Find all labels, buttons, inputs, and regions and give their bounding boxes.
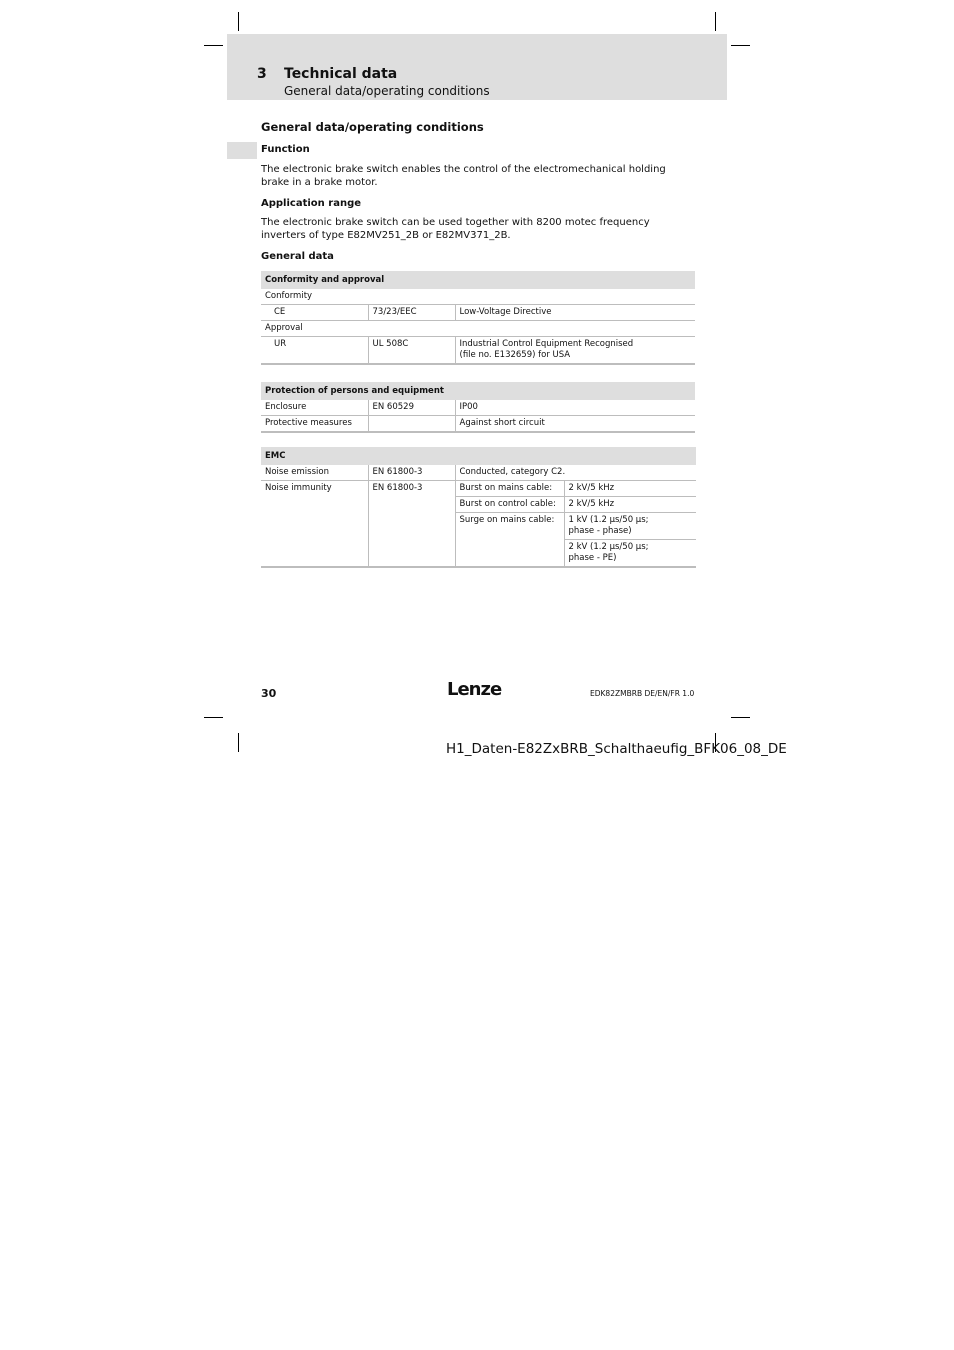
application-range-heading: Application range xyxy=(261,198,362,209)
protection-table-title: Protection of persons and equipment xyxy=(261,382,695,400)
crop-mark-top-left-v xyxy=(238,12,239,31)
table-row xyxy=(261,337,695,365)
table-row xyxy=(261,321,695,337)
crop-mark-top-left-h xyxy=(204,45,223,46)
conformity-label: Conformity xyxy=(261,289,695,305)
ce-standard-cell: 73/23/EEC xyxy=(368,305,455,321)
enclosure-value: IP00 xyxy=(455,400,695,416)
ce-mark-cell: CE xyxy=(261,305,368,321)
table-row xyxy=(261,400,695,416)
burst-control-label: Burst on control cable: xyxy=(455,497,564,513)
chapter-title: Technical data xyxy=(284,66,398,82)
document-code: EDK82ZMBRB DE/EN/FR 1.0 xyxy=(590,689,695,698)
enclosure-label: Enclosure xyxy=(261,400,368,416)
surge-value-1-line-1: 1 kV (1.2 µs/50 µs; xyxy=(568,515,649,525)
enclosure-standard: EN 60529 xyxy=(368,400,455,416)
table-row xyxy=(261,481,696,497)
side-tab-marker xyxy=(227,142,257,159)
section-title: General data/operating conditions xyxy=(261,120,484,134)
surge-value-2-line-1: 2 kV (1.2 µs/50 µs; xyxy=(568,542,649,552)
surge-value-2 xyxy=(564,540,696,568)
protective-measures-value: Against short circuit xyxy=(455,416,695,433)
chapter-subtitle: General data/operating conditions xyxy=(284,84,490,98)
table-row xyxy=(261,305,695,321)
table-row xyxy=(261,289,695,305)
burst-mains-label: Burst on mains cable: xyxy=(455,481,564,497)
noise-immunity-label: Noise immunity xyxy=(261,481,368,568)
crop-mark-bottom-right-h xyxy=(731,717,750,718)
application-range-text: The electronic brake switch can be used together with 8200 motec frequency inverters of type E82MV251_2B or E82MV371_2B. xyxy=(261,217,650,241)
noise-emission-label: Noise emission xyxy=(261,465,368,481)
general-data-heading: General data xyxy=(261,251,334,262)
lenze-logo: Lenze xyxy=(447,679,502,700)
noise-emission-value: Conducted, category C2. xyxy=(455,465,696,481)
emc-table-title: EMC xyxy=(261,447,696,465)
noise-emission-standard: EN 61800-3 xyxy=(368,465,455,481)
crop-mark-top-right-v xyxy=(715,12,716,31)
surge-value-1 xyxy=(564,513,696,540)
function-text: The electronic brake switch enables the control of the electromechanical holding brake in a brake motor. xyxy=(261,164,666,188)
page-number: 30 xyxy=(261,687,277,700)
conformity-table-title: Conformity and approval xyxy=(261,271,695,289)
approval-label: Approval xyxy=(261,321,695,337)
burst-control-value: 2 kV/5 kHz xyxy=(564,497,696,513)
crop-mark-bottom-left-h xyxy=(204,717,223,718)
surge-mains-label: Surge on mains cable: xyxy=(455,513,564,568)
noise-immunity-standard: EN 61800-3 xyxy=(368,481,455,568)
chapter-number: 3 xyxy=(257,66,267,82)
ur-description-line-2: (file no. E132659) for USA xyxy=(459,350,571,360)
crop-mark-bottom-left-v xyxy=(238,733,239,752)
table-header-row xyxy=(261,447,696,465)
ur-standard-cell: UL 508C xyxy=(368,337,455,365)
table-row xyxy=(261,465,696,481)
emc-table xyxy=(261,447,696,568)
protective-measures-label: Protective measures xyxy=(261,416,368,433)
surge-value-2-line-2: phase - PE) xyxy=(568,553,617,563)
table-header-row xyxy=(261,382,695,400)
ce-description-cell: Low-Voltage Directive xyxy=(455,305,695,321)
ur-description-cell xyxy=(455,337,695,365)
file-identifier: H1_Daten-E82ZxBRB_Schalthaeufig_BFK06_08_DE xyxy=(446,741,787,757)
function-heading: Function xyxy=(261,144,310,155)
burst-mains-value: 2 kV/5 kHz xyxy=(564,481,696,497)
table-row xyxy=(261,416,695,433)
protective-measures-standard xyxy=(368,416,455,433)
ur-description-line-1: Industrial Control Equipment Recognised xyxy=(459,339,634,349)
conformity-table xyxy=(261,271,695,365)
crop-mark-top-right-h xyxy=(731,45,750,46)
protection-table xyxy=(261,382,695,433)
ur-mark-cell: UR xyxy=(261,337,368,365)
surge-value-1-line-2: phase - phase) xyxy=(568,526,632,536)
table-header-row xyxy=(261,271,695,289)
